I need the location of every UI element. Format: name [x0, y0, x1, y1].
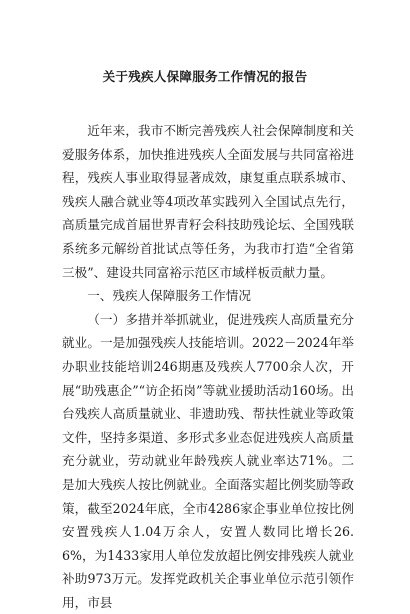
section-heading: 一、残疾人保障服务工作情况	[87, 288, 251, 304]
intro-paragraph: 近年来，我市不断完善残疾人社会保障制度和关爱服务体系，加快推进残疾人全面发展与共同富裕进程，残疾人事业取得显著成效，康复重点联系城市、残疾人融合就业等4项改革实践列入全国试点先行，高质量完成首届世界青籽会科技助残论坛、全国残联系统多元解纷首批试点等任务，为我市打造“全省第三极”、建设共同富裕示范区市域样板贡献力量。	[62, 123, 354, 280]
document-body	[62, 119, 354, 614]
subsection-heading: （一）多措并举抓就业，促进残疾人高质量充分就业。	[62, 311, 354, 351]
subsection-body: 一是加强残疾人技能培训。2022－2024年举办职业技能培训246期惠及残疾人7700余人次，开展“助残惠企”“访企拓岗”等就业援助活动160场。出台残疾人高质量就业、非遗助残、帮扶性就业等政策文件，坚持多渠道、多形式多业态促进残疾人高质量充分就业，劳动就业年龄残疾人就业率达71%。二是加大残疾人按比例就业。全面落实超比例奖励等政策，截至2024年底，全市4286家企事业单位按比例安置残疾人1.04万余人，安置人数同比增长26.6%，为1433家用人单位发放超比例安排残疾人就业补助973万元。发挥党政机关企事业单位示范引领作用，市县	[62, 335, 354, 610]
document-title: 关于残疾人保障服务工作情况的报告	[102, 69, 308, 84]
subsection-paragraph	[62, 308, 354, 614]
